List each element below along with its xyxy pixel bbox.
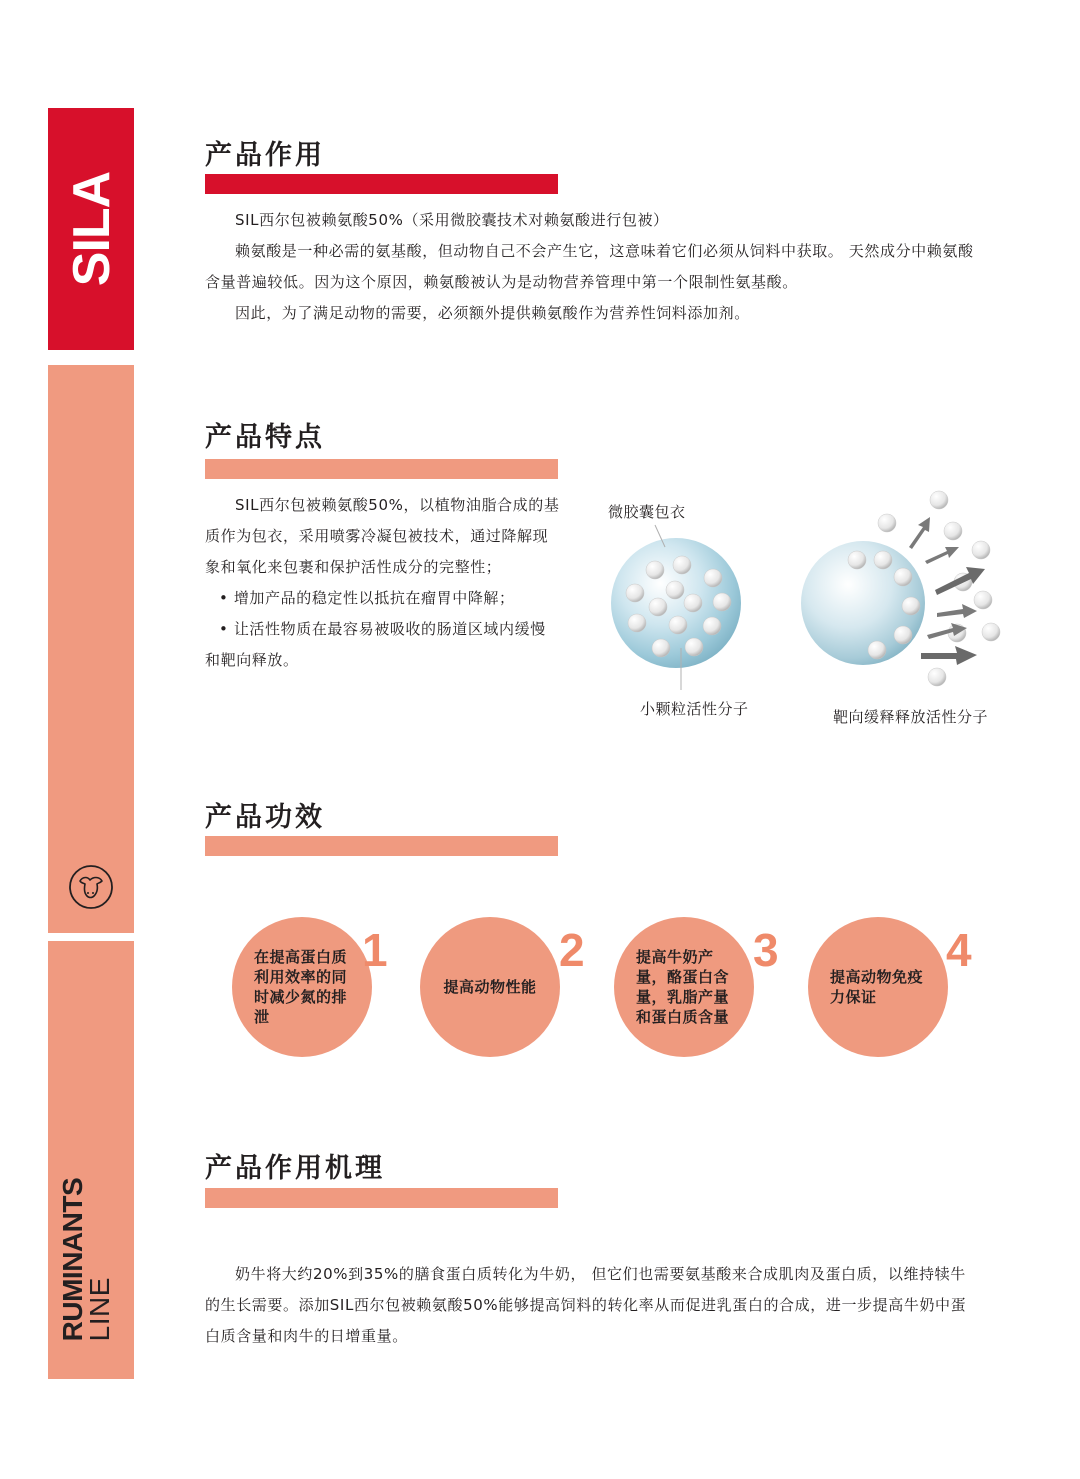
product-line-label <box>57 1170 115 1350</box>
sidebar-salmon-block-top <box>48 365 134 933</box>
role-line-3: 因此，为了满足动物的需要，必须额外提供赖氨酸作为营养性饲料添加剂。 <box>235 304 750 322</box>
features-text <box>205 490 560 676</box>
section-title-role: 产品作用 <box>205 140 325 171</box>
benefit-circle-4: 提高动物免疫力保证 <box>808 917 948 1057</box>
benefit-number-4: 4 <box>946 924 972 976</box>
cow-head-icon <box>66 862 116 912</box>
features-bullet-2: • 让活性物质在最容易被吸收的肠道区域内缓慢和靶向释放。 <box>205 620 546 669</box>
brand-logo: SILA <box>63 171 122 287</box>
section-title-features: 产品特点 <box>205 422 325 453</box>
section-bar-mechanism <box>205 1188 558 1208</box>
benefit-circle-2: 提高动物性能 <box>420 917 560 1057</box>
section-title-mechanism: 产品作用机理 <box>205 1153 385 1184</box>
benefit-number-2: 2 <box>559 924 585 976</box>
section-bar-role <box>205 174 558 194</box>
benefit-number-1: 1 <box>362 924 388 976</box>
role-line-1: SIL西尔包被赖氨酸50%（采用微胶囊技术对赖氨酸进行包被） <box>235 211 669 229</box>
label-small-particles: 小颗粒活性分子 <box>640 700 749 718</box>
line-title: RUMINANTS <box>57 1178 89 1342</box>
line-subtitle: LINE <box>84 1277 115 1342</box>
benefit-number-3: 3 <box>753 924 779 976</box>
mechanism-text <box>205 1259 980 1352</box>
benefit-circle-1: 在提高蛋白质利用效率的同时减少氮的排泄 <box>232 917 372 1057</box>
label-targeted-release: 靶向缓释释放活性分子 <box>833 708 989 726</box>
features-bullet-1: • 增加产品的稳定性以抵抗在瘤胃中降解； <box>219 589 515 607</box>
role-line-2: 赖氨酸是一种必需的氨基酸，但动物自己不会产生它，这意味着它们必须从饲料中获取。 天然成分中赖氨酸含量普遍较低。因为这个原因，赖氨酸被认为是动物营养管理中第一个限制性氨基酸。 <box>205 242 974 291</box>
role-text <box>205 205 980 329</box>
section-bar-efficacy <box>205 836 558 856</box>
benefit-circle-3: 提高牛奶产量，酪蛋白含量，乳脂产量和蛋白质含量 <box>614 917 754 1057</box>
section-title-efficacy: 产品功效 <box>205 802 325 833</box>
section-bar-features <box>205 459 558 479</box>
mechanism-paragraph: 奶牛将大约20%到35%的膳食蛋白质转化为牛奶， 但它们也需要氨基酸来合成肌肉及蛋白质，以维持犊牛的生长需要。添加SIL西尔包被赖氨酸50%能够提高饲料的转化率从而促进乳蛋白的合成，进一步提高牛奶中蛋白质含量和肉牛的日增重量。 <box>205 1265 967 1345</box>
label-microcapsule-coating: 微胶囊包衣 <box>608 503 686 521</box>
features-intro: SIL西尔包被赖氨酸50%，以植物油脂合成的基质作为包衣，采用喷雾冷凝包被技术，通过降解现象和氧化来包裹和保护活性成分的完整性； <box>205 496 560 576</box>
